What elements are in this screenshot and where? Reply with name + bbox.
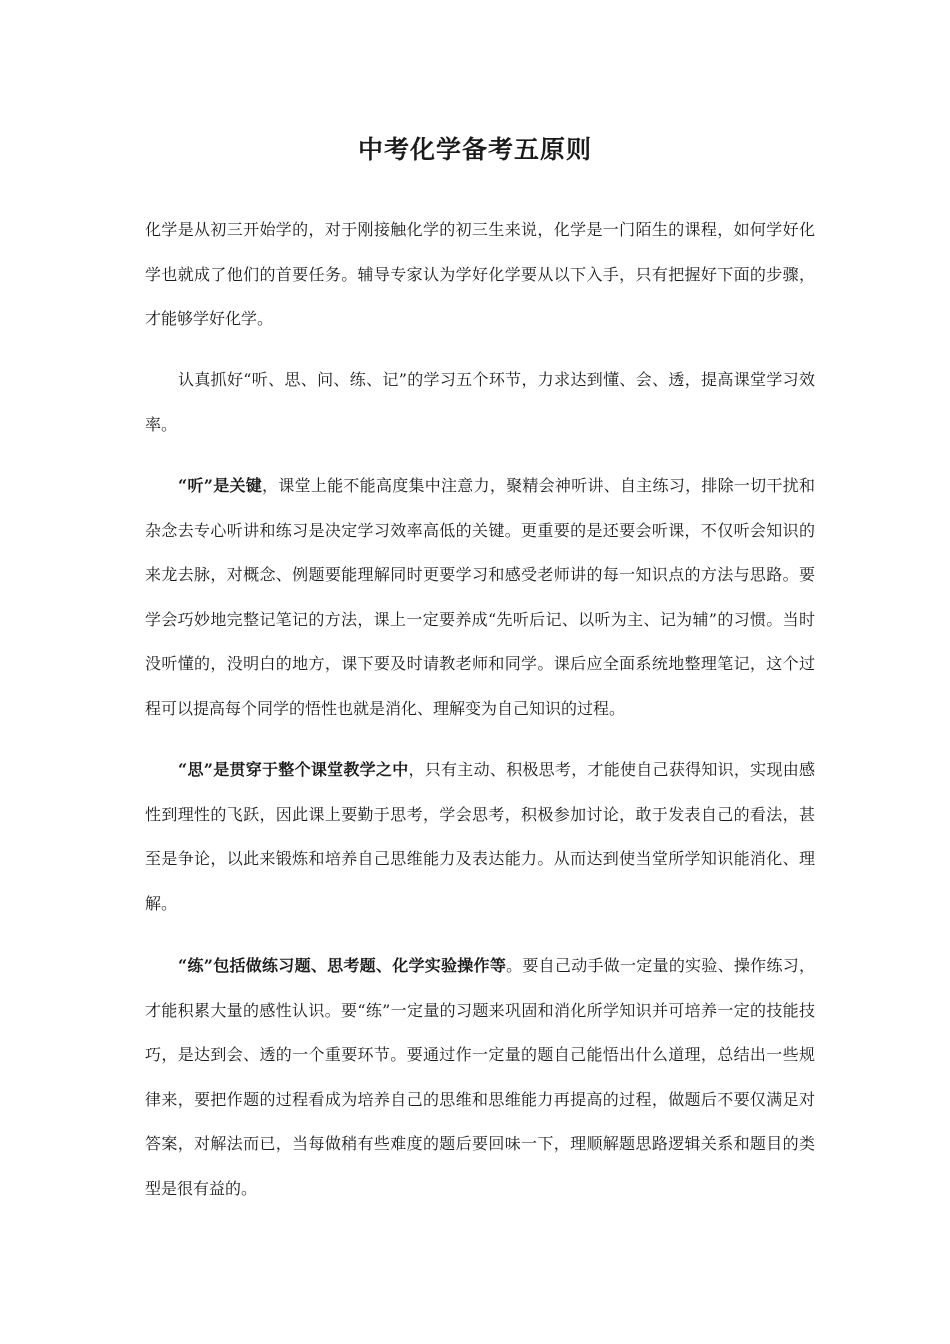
paragraph-lead: “思”是贯穿于整个课堂教学之中 [178, 760, 409, 779]
paragraph-text: 。要自己动手做一定量的实验、操作练习，才能积累大量的感性认识。要“练”一定量的习题来巩固和消化所学知识并可培养一定的技能技巧，是达到会、透的一个重要环节。要通过作一定量的题自己能悟出什么道理，总结出一些规律来，要把作题的过程看成为培养自己的思维和思维能力再提高的过程，做题后不要仅满足对答案，对解法而已，当每做稍有些难度的题后要回味一下，理顺解题思路逻辑关系和题目的类型是很有益的。 [145, 956, 815, 1198]
paragraph-text: ，课堂上能不能高度集中注意力，聚精会神听讲、自主练习，排除一切干扰和杂念去专心听讲和练习是决定学习效率高低的关键。更重要的是还要会听课，不仅听会知识的来龙去脉，对概念、例题要能理解同时更要学习和感受老师讲的每一知识点的方法与思路。要学会巧妙地完整记笔记的方法，课上一定要养成“先听后记、以听为主、记为辅”的习惯。当时没听懂的，没明白的地方，课下要及时请教老师和同学。课后应全面系统地整理笔记，这个过程可以提高每个同学的悟性也就是消化、理解变为自己知识的过程。 [145, 476, 815, 718]
paragraph-listen [145, 464, 815, 731]
paragraph-text: 认真抓好“听、思、问、练、记”的学习五个环节，力求达到懂、会、透，提高课堂学习效率。 [145, 370, 815, 434]
paragraph-five-steps [145, 358, 815, 447]
paragraph-think [145, 748, 815, 926]
paragraph-intro [145, 208, 815, 342]
paragraph-lead: “练”包括做练习题、思考题、化学实验操作等 [178, 956, 507, 975]
document-title: 中考化学备考五原则 [357, 135, 592, 164]
paragraph-text: 化学是从初三开始学的，对于刚接触化学的初三生来说，化学是一门陌生的课程，如何学好化学也就成了他们的首要任务。辅导专家认为学好化学要从以下入手，只有把握好下面的步骤，才能够学好化学。 [145, 220, 815, 328]
paragraph-lead: “听”是关键 [178, 476, 263, 495]
paragraph-practice [145, 944, 815, 1211]
paragraph-text: ，只有主动、积极思考，才能使自己获得知识，实现由感性到理性的飞跃，因此课上要勤于思考，学会思考，积极参加讨论，敢于发表自己的看法，甚至是争论，以此来锻炼和培养自己思维能力及表达能力。从而达到使当堂所学知识能消化、理解。 [145, 760, 815, 913]
